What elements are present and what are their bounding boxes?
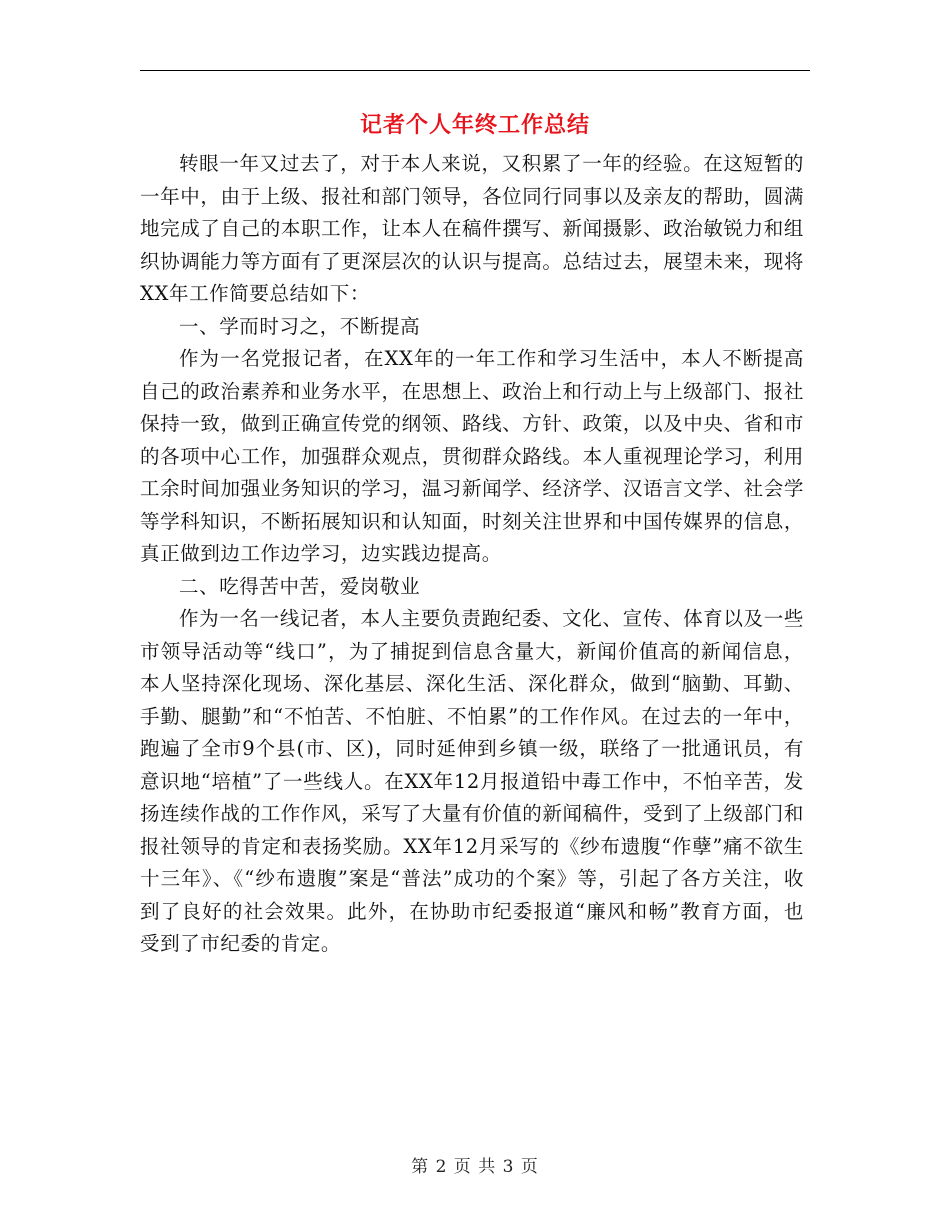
header-rule [140,70,810,71]
page-footer [0,1152,950,1177]
section-1-paragraph: 作为一名党报记者，在XX年的一年工作和学习生活中，本人不断提高自己的政治素养和业务水平，在思想上、政治上和行动上与上级部门、报社保持一致，做到正确宣传党的纲领、路线、方针、政策，以及中央、省和市的各项中心工作，加强群众观点，贯彻群众路线。本人重视理论学习，利用工余时间加强业务知识的学习，温习新闻学、经济学、汉语言文学、社会学等学科知识，不断拓展知识和认知面，时刻关注世界和中国传媒界的信息，真正做到边工作边学习，边实践边提高。 [140,347,804,565]
section-heading-1: 一、学而时习之，不断提高 [179,314,421,338]
page-number: 第 2 页 共 3 页 [411,1157,539,1177]
section-2-paragraph: 作为一名一线记者，本人主要负责跑纪委、文化、宣传、体育以及一些市领导活动等“线口”，为了捕捉到信息含量大，新闻价值高的新闻信息，本人坚持深化现场、深化基层、深化生活、深化群众，做到“脑勤、耳勤、手勤、腿勤”和“不怕苦、不怕脏、不怕累”的工作作风。在过去的一年中，跑遍了全市9个县(市、区)，同时延伸到乡镇一级，联络了一批通讯员，有意识地“培植”了一些线人。在XX年12月报道铅中毒工作中，不怕辛苦，发扬连续作战的工作作风，采写了大量有价值的新闻稿件，受到了上级部门和报社领导的肯定和表扬奖励。XX年12月采写的《纱布遗腹“作孽”痛不欲生十三年》、《“纱布遗腹”案是“普法”成功的个案》等，引起了各方关注，收到了良好的社会效果。此外，在协助市纪委报道“廉风和畅”教育方面，也受到了市纪委的肯定。 [140,607,804,955]
section-heading-2: 二、吃得苦中苦，爱岗敬业 [179,574,421,598]
intro-paragraph: 转眼一年又过去了，对于本人来说，又积累了一年的经验。在这短暂的一年中，由于上级、报社和部门领导，各位同行同事以及亲友的帮助，圆满地完成了自己的本职工作，让本人在稿件撰写、新闻摄影、政治敏锐力和组织协调能力等方面有了更深层次的认识与提高。总结过去，展望未来，现将XX年工作简要总结如下： [140,152,804,305]
document-title: 记者个人年终工作总结 [359,112,590,138]
document-body [140,148,804,961]
